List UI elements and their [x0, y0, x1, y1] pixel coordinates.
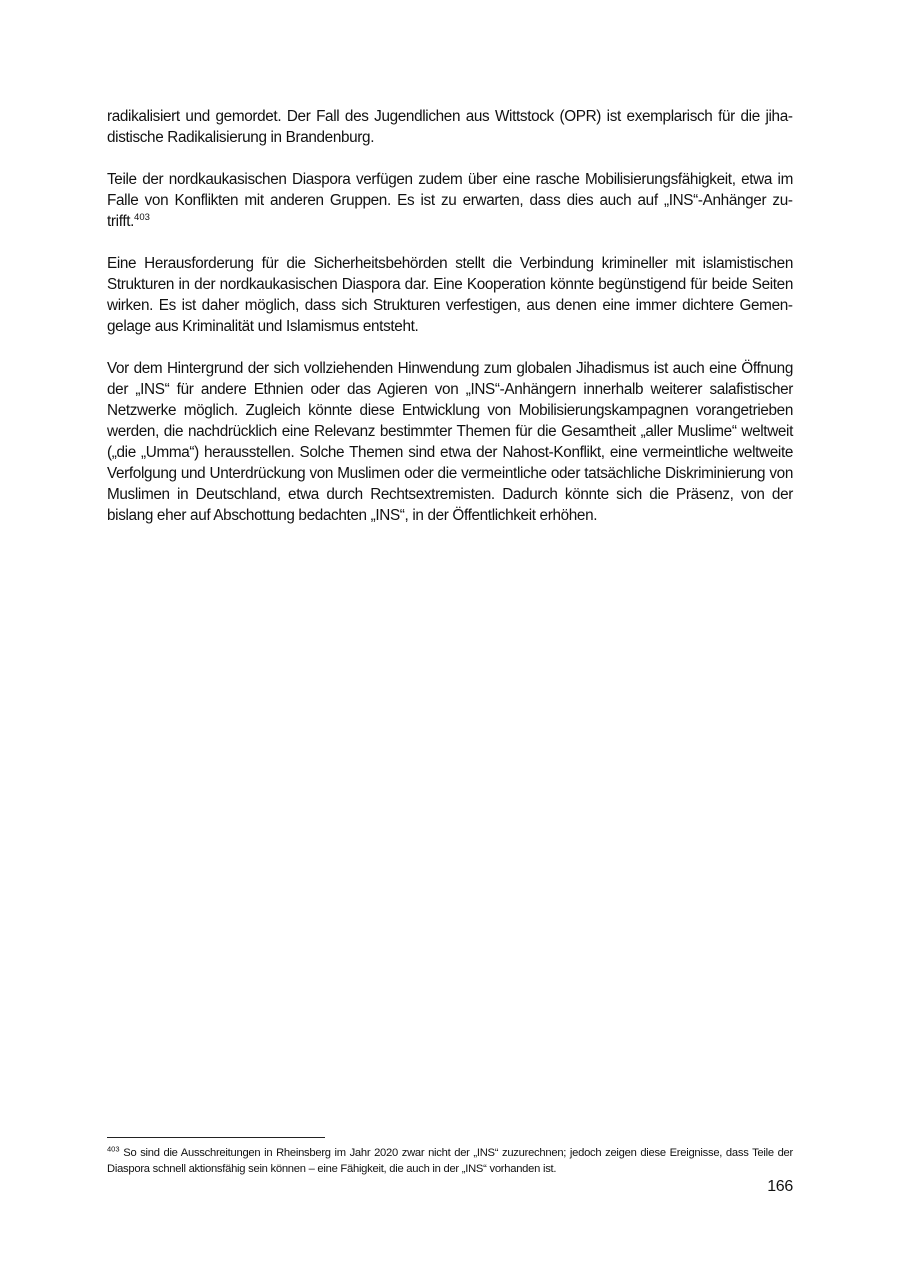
- paragraph-3: [107, 253, 793, 337]
- paragraph-1: [107, 106, 793, 148]
- paragraph-4-text: Vor dem Hintergrund der sich vollziehenden Hinwendung zum globalen Jihadismus ist auch eine Öffnung der „INS“ für andere Ethnien oder das Agieren von „INS“-Anhängern innerhalb weiterer salafistischer Netzwerke möglich. Zugleich könnte diese Entwicklung von Mobilisierungskampagnen vorangetrieben werden, die nachdrücklich eine Relevanz bestimmter Themen für die Gesamtheit „aller Muslime“ weltweit („die „Umma“) herausstellen. Solche Themen sind etwa der Nahost-Konflikt, eine vermeintliche weltweite Verfolgung und Unterdrückung von Muslimen oder die vermeintliche oder tatsächliche Diskriminierung von Muslimen in Deutschland, etwa durch Rechtsextremisten. Dadurch könnte sich die Präsenz, von der bislang eher auf Abschottung bedachten „INS“, in der Öffentlichkeit erhöhen.: [107, 360, 793, 524]
- footnote-separator: [107, 1137, 325, 1138]
- footnote-number: 403: [107, 1144, 120, 1154]
- paragraph-1-text: radikalisiert und gemordet. Der Fall des Jugendlichen aus Wittstock (OPR) ist exemplarisch für die jihadistische Radikalisierung in Brandenburg.: [107, 108, 793, 146]
- footnote-text: So sind die Ausschreitungen in Rheinsberg im Jahr 2020 zwar nicht der „INS“ zuzurechnen; jedoch zeigen diese Ereignisse, dass Teile der Diaspora schnell aktionsfähig sein können – eine Fähigkeit, die auch in der „INS“ vorhanden ist.: [107, 1147, 794, 1175]
- footnote-reference[interactable]: 403: [134, 211, 150, 223]
- paragraph-2-text: Teile der nordkaukasischen Diaspora verfügen zudem über eine rasche Mobilisierungsfähigkeit, etwa im Falle von Konflikten mit anderen Gruppen. Es ist zu erwarten, dass dies auch auf „INS“-Anhänger zutrifft.: [107, 171, 793, 230]
- page-number: 166: [767, 1178, 793, 1195]
- paragraph-2: [107, 169, 793, 232]
- paragraph-4: [107, 358, 793, 526]
- footnote: [107, 1146, 793, 1177]
- paragraph-3-text: Eine Herausforderung für die Sicherheitsbehörden stellt die Verbindung krimineller mit islamistischen Strukturen in der nordkaukasischen Diaspora dar. Eine Kooperation könnte begünstigend für beide Seiten wirken. Es ist daher möglich, dass sich Strukturen verfestigen, aus denen eine immer dichtere Gemengelage aus Kriminalität und Islamismus entsteht.: [107, 255, 793, 335]
- body-text: [107, 106, 793, 547]
